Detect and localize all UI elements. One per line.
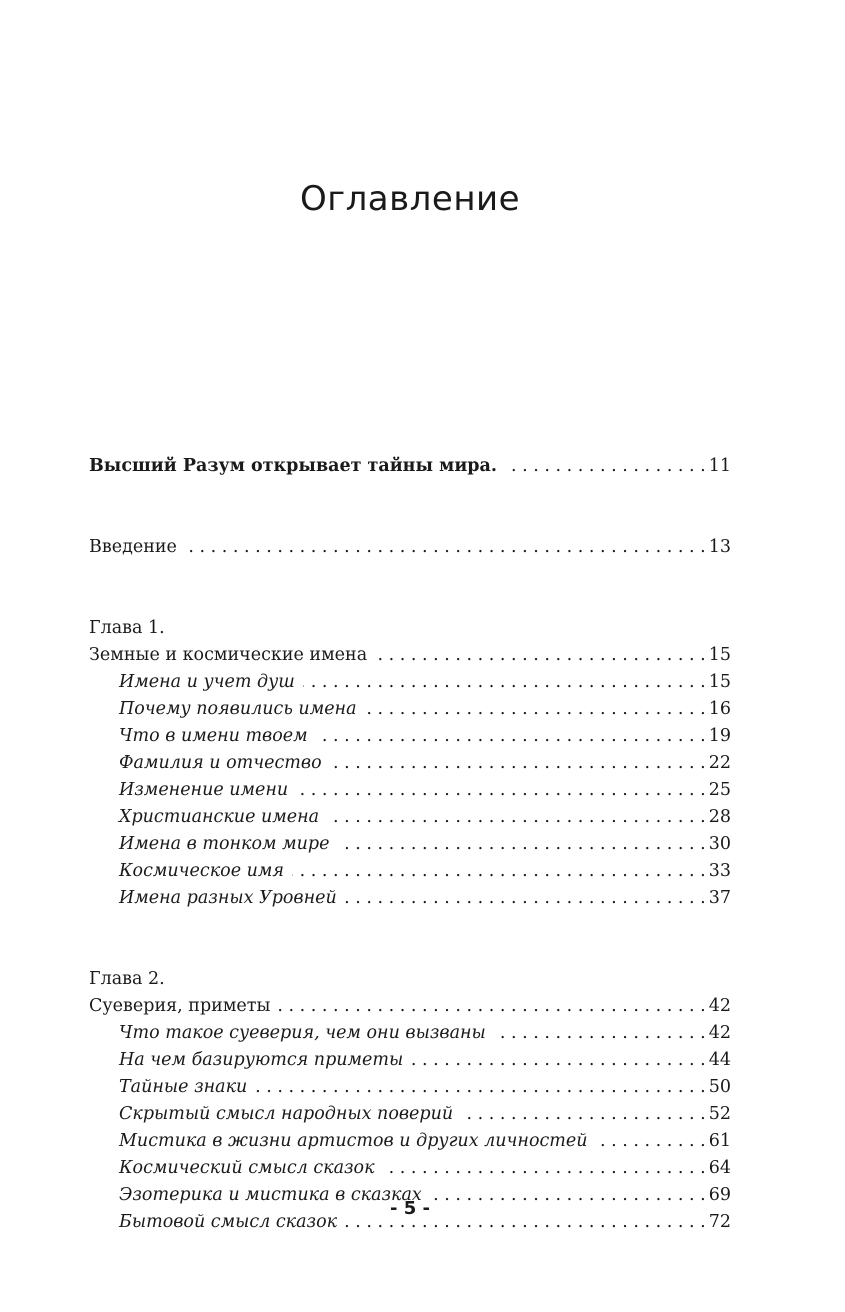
toc-entry-text: Введение xyxy=(89,537,177,557)
toc-entry-page: 69 xyxy=(708,1185,731,1205)
toc-entry-page: 33 xyxy=(708,861,731,881)
toc-section-entry[interactable] xyxy=(89,750,731,777)
toc-section-entry[interactable] xyxy=(89,1155,731,1182)
toc-entry-page: 42 xyxy=(708,996,731,1016)
toc-entry-text: Тайные знаки xyxy=(119,1077,248,1097)
dot-leader xyxy=(255,1074,705,1101)
toc-section-entry[interactable] xyxy=(89,723,731,750)
toc-entry-page: 52 xyxy=(708,1104,731,1124)
toc-entry-page: 50 xyxy=(708,1077,731,1097)
chapter-label: Глава 1. xyxy=(89,618,165,638)
toc-entry-page: 42 xyxy=(708,1023,731,1043)
toc-entry-text: Суеверия, приметы xyxy=(89,996,271,1016)
dot-leader xyxy=(330,750,706,777)
toc-entry-page: 16 xyxy=(708,699,731,719)
toc-section-entry[interactable] xyxy=(89,669,731,696)
toc-section-entry[interactable] xyxy=(89,777,731,804)
toc-entry-page: 13 xyxy=(708,537,731,557)
dot-leader xyxy=(383,1155,706,1182)
toc-entry-text: Скрытый смысл народных поверий xyxy=(119,1104,454,1124)
toc-section-entry[interactable] xyxy=(89,1128,731,1155)
toc-entry-page: 37 xyxy=(708,888,731,908)
toc-entry-introduction[interactable] xyxy=(89,534,731,561)
dot-leader xyxy=(345,885,706,912)
page-number: - 5 - xyxy=(390,1198,430,1219)
toc-entry-text: Фамилия и отчество xyxy=(119,753,322,773)
dot-leader xyxy=(365,696,706,723)
toc-section-entry[interactable] xyxy=(89,885,731,912)
toc-section-entry[interactable] xyxy=(89,858,731,885)
toc-entry-page: 15 xyxy=(708,645,731,665)
toc-entry-text: Имена разных Уровней xyxy=(119,888,337,908)
toc-section-entry[interactable] xyxy=(89,804,731,831)
toc-entry-text: Имена в тонком мире xyxy=(119,834,330,854)
toc-entry-text: Изменение имени xyxy=(119,780,289,800)
toc-section-entry[interactable] xyxy=(89,1074,731,1101)
dot-leader xyxy=(505,453,706,480)
dot-leader xyxy=(316,723,706,750)
toc-entry-preface[interactable] xyxy=(89,453,731,480)
page-title: Оглавление xyxy=(299,179,521,219)
toc-entry-text: Космический смысл сказок xyxy=(119,1158,375,1178)
chapter-label: Глава 2. xyxy=(89,969,165,989)
toc-section-entry[interactable] xyxy=(89,831,731,858)
toc-entry-page: 15 xyxy=(708,672,731,692)
toc-entry-text: Эзотерика и мистика в сказках xyxy=(119,1185,422,1205)
toc-entry-page: 28 xyxy=(708,807,731,827)
toc-entry-page: 19 xyxy=(708,726,731,746)
toc-section-entry[interactable] xyxy=(89,1020,731,1047)
dot-leader xyxy=(327,804,706,831)
dot-leader xyxy=(296,777,706,804)
dot-leader xyxy=(375,642,706,669)
toc-entry-page: 72 xyxy=(708,1212,731,1232)
dot-leader xyxy=(185,534,706,561)
toc-entry-text: Мистика в жизни артистов и других личностей xyxy=(119,1131,588,1151)
dot-leader xyxy=(461,1101,706,1128)
toc-entry-text: Почему появились имена xyxy=(119,699,357,719)
toc-entry-page: 64 xyxy=(708,1158,731,1178)
toc-entry-text: Бытовой смысл сказок xyxy=(119,1212,338,1232)
toc-section-entry[interactable] xyxy=(89,696,731,723)
toc-entry-page: 22 xyxy=(708,753,731,773)
dot-leader xyxy=(596,1128,706,1155)
dot-leader xyxy=(292,858,706,885)
toc-entry-text: Христианские имена xyxy=(119,807,320,827)
toc-entry-text: Космическое имя xyxy=(119,861,284,881)
toc-chapter-title[interactable] xyxy=(89,993,731,1020)
toc-entry-text: Высший Разум открывает тайны мира. xyxy=(89,456,497,476)
toc-section-entry[interactable] xyxy=(89,1101,731,1128)
toc-entry-text: На чем базируются приметы xyxy=(119,1050,404,1070)
toc-entry-text: Земные и космические имена xyxy=(89,645,368,665)
dot-leader xyxy=(411,1047,705,1074)
toc-entry-page: 61 xyxy=(708,1131,731,1151)
toc-entry-text: Что в имени твоем xyxy=(119,726,308,746)
dot-leader xyxy=(303,669,706,696)
dot-leader xyxy=(494,1020,706,1047)
toc-section-entry[interactable] xyxy=(89,1047,731,1074)
dot-leader xyxy=(337,831,705,858)
toc-chapter-title[interactable] xyxy=(89,642,731,669)
toc-entry-page: 11 xyxy=(708,456,731,476)
dot-leader xyxy=(278,993,705,1020)
toc-entry-page: 44 xyxy=(708,1050,731,1070)
toc-entry-text: Что такое суеверия, чем они вызваны xyxy=(119,1023,486,1043)
toc-entry-text: Имена и учет душ xyxy=(119,672,295,692)
toc-entry-page: 25 xyxy=(708,780,731,800)
table-of-contents xyxy=(89,453,731,1236)
toc-entry-page: 30 xyxy=(708,834,731,854)
